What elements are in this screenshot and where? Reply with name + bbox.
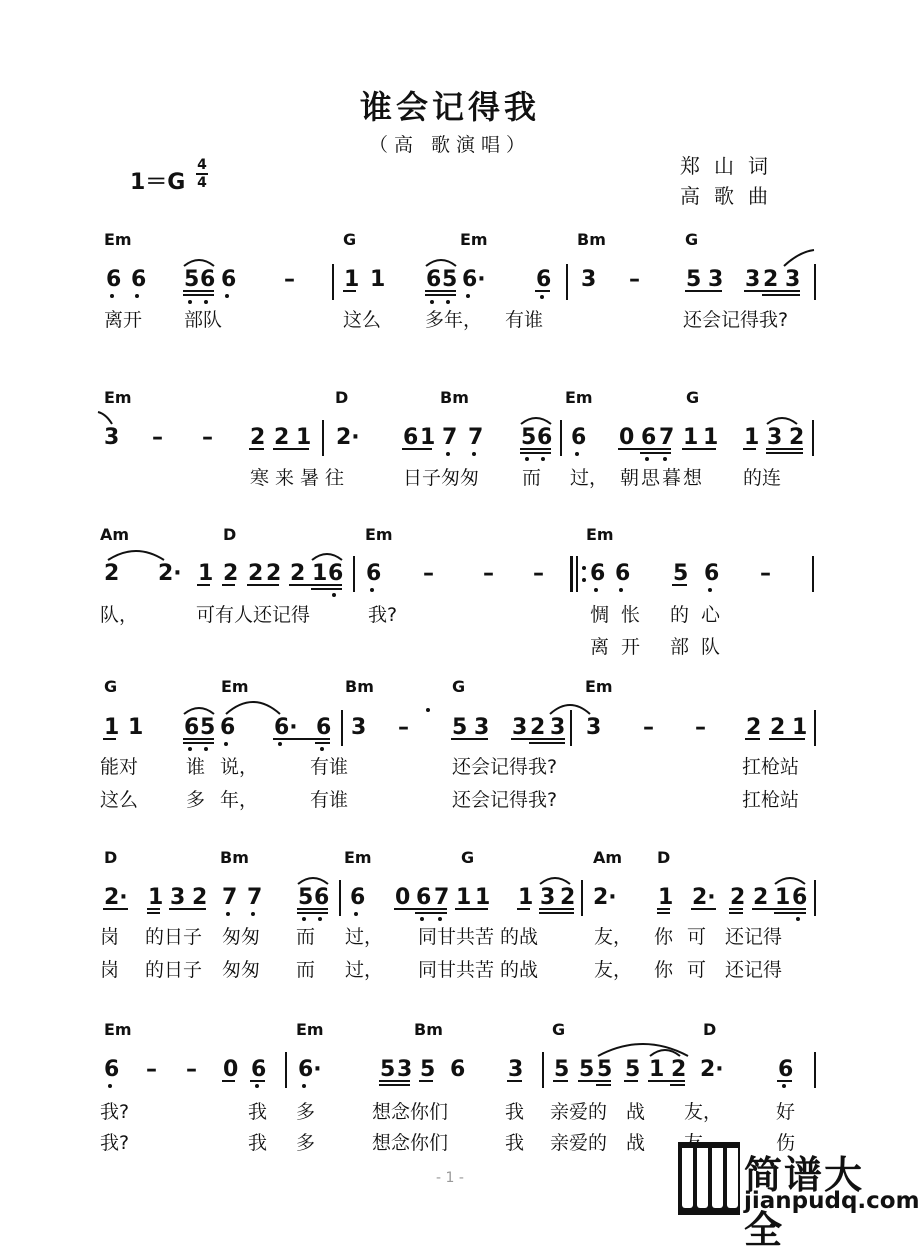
svg-text:3: 3	[104, 425, 120, 450]
svg-text:1: 1	[475, 885, 491, 910]
lyric: 朝思暮想	[620, 467, 705, 489]
svg-text:1: 1	[104, 715, 120, 740]
svg-text:1: 1	[370, 267, 386, 292]
lyric-verse-2: 友，	[594, 959, 633, 981]
lyric-verse-2: 同甘共苦	[418, 959, 495, 981]
lyric: 说，	[220, 756, 259, 778]
svg-text:6·: 6·	[462, 267, 486, 292]
chord: Bm	[220, 848, 249, 867]
chord: G	[461, 848, 475, 867]
lyric: 同甘共苦	[418, 926, 495, 948]
svg-text:6: 6	[104, 1057, 120, 1082]
svg-text:1: 1	[744, 425, 760, 450]
svg-text:5: 5	[521, 425, 537, 450]
svg-text:2: 2	[730, 885, 746, 910]
svg-text:5: 5	[380, 1057, 396, 1082]
lyric-verse-2: 我	[248, 1132, 268, 1154]
svg-text:5: 5	[673, 561, 689, 586]
svg-text:2: 2	[763, 267, 779, 292]
svg-text:–: –	[423, 561, 434, 586]
lyric: 过，	[345, 926, 384, 948]
time-signature	[196, 158, 208, 190]
lyric-verse-2: 年，	[220, 789, 259, 811]
lyric-verse-2: 我?	[100, 1132, 130, 1154]
svg-text:6: 6	[792, 885, 808, 910]
svg-text:1: 1	[344, 267, 360, 292]
song-subtitle: （高 歌演唱）	[368, 134, 532, 156]
jianpu-staff-svg	[98, 1052, 828, 1102]
svg-text:3: 3	[581, 267, 597, 292]
svg-text:–: –	[186, 1057, 197, 1082]
svg-text:1: 1	[792, 715, 808, 740]
svg-text:1: 1	[128, 715, 144, 740]
chord: Em	[365, 525, 393, 544]
svg-text:6: 6	[590, 561, 606, 586]
svg-text:6: 6	[778, 1057, 794, 1082]
svg-text:6: 6	[366, 561, 382, 586]
svg-text:1: 1	[649, 1057, 665, 1082]
svg-text:1: 1	[775, 885, 791, 910]
svg-text:6: 6	[450, 1057, 466, 1082]
lyric: 战	[626, 1101, 646, 1123]
svg-text:1: 1	[148, 885, 164, 910]
lyric-verse-2: 扛枪站	[742, 789, 800, 811]
svg-text:6: 6	[316, 715, 332, 740]
svg-text:1: 1	[296, 425, 312, 450]
lyric-verse-2: 过，	[345, 959, 384, 981]
chord: D	[104, 848, 118, 867]
lyric: 的战	[500, 926, 539, 948]
chord: Em	[585, 677, 613, 696]
site-watermark	[678, 1142, 920, 1252]
lyric: 想念你们	[372, 1101, 449, 1123]
lyric: 多	[296, 1101, 316, 1123]
svg-text:0: 0	[223, 1057, 239, 1082]
svg-text:6·: 6·	[274, 715, 298, 740]
svg-text:–: –	[695, 715, 706, 740]
lyric: 可有人还记得	[196, 604, 311, 626]
chord: D	[703, 1020, 717, 1039]
lyric: 过，	[570, 467, 609, 489]
jianpu-staff-svg	[98, 556, 828, 606]
svg-text:6: 6	[184, 715, 200, 740]
svg-text:1: 1	[198, 561, 214, 586]
svg-text:–: –	[202, 425, 213, 450]
lyric-verse-2: 的战	[500, 959, 539, 981]
svg-text:7: 7	[434, 885, 450, 910]
lyric: 部队	[184, 309, 223, 331]
svg-text:3: 3	[767, 425, 783, 450]
svg-text:–: –	[760, 561, 771, 586]
lyric: 我	[505, 1101, 525, 1123]
lyric-verse-2: 匆匆	[222, 959, 261, 981]
svg-text:2·: 2·	[158, 561, 182, 586]
lyric: 有谁	[505, 309, 544, 331]
svg-text:0: 0	[395, 885, 411, 910]
svg-text:2: 2	[274, 425, 290, 450]
svg-text:3: 3	[351, 715, 367, 740]
svg-text:6: 6	[537, 425, 553, 450]
lyric: 的日子	[145, 926, 203, 948]
lyric: 亲爱的	[550, 1101, 608, 1123]
svg-text:5: 5	[200, 715, 216, 740]
lyric-verse-2: 离开	[590, 636, 653, 658]
svg-text:6: 6	[416, 885, 432, 910]
svg-text:6: 6	[641, 425, 657, 450]
lyric: 惆怅	[590, 604, 653, 626]
svg-text:6: 6	[251, 1057, 267, 1082]
chord: Bm	[440, 388, 469, 407]
svg-text:3: 3	[745, 267, 761, 292]
svg-text:5: 5	[442, 267, 458, 292]
composer-credit: 高歌曲	[680, 184, 782, 208]
chord: Bm	[414, 1020, 443, 1039]
chord: Am	[593, 848, 623, 867]
lyric: 还会记得我?	[683, 309, 789, 331]
lyric: 这么	[343, 309, 382, 331]
lyric: 还记得	[725, 926, 783, 948]
svg-text:1: 1	[703, 425, 719, 450]
chord: Em	[221, 677, 249, 696]
svg-text:5: 5	[597, 1057, 613, 1082]
svg-text:6·: 6·	[298, 1057, 322, 1082]
chord: Em	[565, 388, 593, 407]
chord: D	[657, 848, 671, 867]
svg-text:0: 0	[619, 425, 635, 450]
svg-text:2·: 2·	[336, 425, 360, 450]
svg-text:3: 3	[540, 885, 556, 910]
lyric: 你可	[654, 926, 721, 948]
chord: Em	[104, 388, 132, 407]
svg-text:–: –	[533, 561, 544, 586]
chord: G	[343, 230, 357, 249]
key-signature: 1＝G	[130, 170, 186, 195]
lyric: 多年，	[425, 309, 483, 331]
lyric-verse-2: 还记得	[725, 959, 783, 981]
svg-text:2·: 2·	[700, 1057, 724, 1082]
svg-text:6: 6	[615, 561, 631, 586]
svg-text:3: 3	[474, 715, 490, 740]
svg-text:6: 6	[403, 425, 419, 450]
svg-text:2: 2	[560, 885, 576, 910]
chord: D	[335, 388, 349, 407]
lyric: 能对	[100, 756, 139, 778]
svg-text:6: 6	[314, 885, 330, 910]
svg-text:5: 5	[420, 1057, 436, 1082]
lyric: 而	[522, 467, 542, 489]
svg-text:3: 3	[586, 715, 602, 740]
lyric-verse-2: 我	[505, 1132, 525, 1154]
svg-text:2·: 2·	[104, 885, 128, 910]
svg-text:6: 6	[106, 267, 122, 292]
lyric-verse-2: 你可	[654, 959, 721, 981]
svg-text:1: 1	[456, 885, 472, 910]
svg-text:–: –	[643, 715, 654, 740]
svg-text:–: –	[146, 1057, 157, 1082]
svg-text:–: –	[398, 715, 409, 740]
svg-text:3: 3	[170, 885, 186, 910]
svg-text:3: 3	[708, 267, 724, 292]
svg-text:–: –	[629, 267, 640, 292]
svg-text:2: 2	[266, 561, 282, 586]
lyric: 匆匆	[222, 926, 261, 948]
lyric: 的心	[670, 604, 733, 626]
lyric: 友，	[684, 1101, 723, 1123]
chord: Em	[104, 1020, 132, 1039]
svg-text:7: 7	[468, 425, 484, 450]
chord: Bm	[345, 677, 374, 696]
svg-text:5: 5	[184, 267, 200, 292]
lyric: 寒来暑往	[250, 467, 351, 489]
lyric: 有谁	[310, 756, 349, 778]
piano-keys-icon	[678, 1142, 740, 1215]
svg-text:2: 2	[248, 561, 264, 586]
svg-text:6: 6	[200, 267, 216, 292]
svg-text:2: 2	[290, 561, 306, 586]
svg-text:6: 6	[131, 267, 147, 292]
lyric-verse-2: 岗	[100, 959, 120, 981]
svg-text:1: 1	[518, 885, 534, 910]
svg-text:7: 7	[442, 425, 458, 450]
lyric-verse-2: 的日子	[145, 959, 203, 981]
watermark-url: jianpudq.com	[744, 1188, 920, 1214]
chord: G	[104, 677, 118, 696]
svg-text:7: 7	[659, 425, 675, 450]
time-signature-top: 4	[197, 157, 207, 173]
svg-text:5: 5	[554, 1057, 570, 1082]
svg-text:2: 2	[192, 885, 208, 910]
svg-text:5: 5	[298, 885, 314, 910]
svg-text:–: –	[284, 267, 295, 292]
chord: G	[686, 388, 700, 407]
chord: G	[552, 1020, 566, 1039]
lyric: 还会记得我?	[452, 756, 558, 778]
lyric-verse-2: 这么	[100, 789, 139, 811]
svg-text:6: 6	[328, 561, 344, 586]
lyric-verse-2: 想念你们	[372, 1132, 449, 1154]
chord: Em	[296, 1020, 324, 1039]
lyricist-credit: 郑山词	[680, 154, 782, 178]
lyric-verse-2: 而	[296, 959, 316, 981]
lyric: 谁	[186, 756, 206, 778]
svg-text:2: 2	[746, 715, 762, 740]
lyric: 我?	[368, 604, 398, 626]
svg-text:3: 3	[508, 1057, 524, 1082]
lyric: 队，	[100, 604, 139, 626]
svg-text:6: 6	[220, 715, 236, 740]
chord: G	[452, 677, 466, 696]
svg-text:6: 6	[536, 267, 552, 292]
svg-text:–: –	[152, 425, 163, 450]
song-title: 谁会记得我	[359, 88, 540, 126]
lyric-verse-2: 多	[186, 789, 206, 811]
svg-text:5: 5	[686, 267, 702, 292]
svg-text:6: 6	[704, 561, 720, 586]
svg-text:2: 2	[250, 425, 266, 450]
lyric-verse-2: 伤	[776, 1132, 796, 1154]
lyric-verse-2: 有谁	[310, 789, 349, 811]
svg-text:1: 1	[683, 425, 699, 450]
svg-text:6: 6	[350, 885, 366, 910]
lyric: 友，	[594, 926, 633, 948]
svg-text:3: 3	[785, 267, 801, 292]
chord: Em	[586, 525, 614, 544]
lyric-verse-2: 战	[626, 1132, 646, 1154]
lyric-verse-2: 还会记得我?	[452, 789, 558, 811]
lyric: 岗	[100, 926, 120, 948]
svg-text:2·: 2·	[692, 885, 716, 910]
page-number: - 1 -	[436, 1170, 464, 1186]
chord: Bm	[577, 230, 606, 249]
chord: Am	[100, 525, 130, 544]
svg-text:2: 2	[789, 425, 805, 450]
svg-text:1: 1	[312, 561, 328, 586]
lyric: 的连	[743, 467, 782, 489]
svg-text:5: 5	[579, 1057, 595, 1082]
watermark-name: 简谱大全	[744, 1153, 865, 1252]
svg-text:7: 7	[222, 885, 238, 910]
chord: Em	[460, 230, 488, 249]
svg-text:2: 2	[671, 1057, 687, 1082]
chord: D	[223, 525, 237, 544]
svg-text:1: 1	[658, 885, 674, 910]
lyric-verse-2: 多	[296, 1132, 316, 1154]
lyric: 我	[248, 1101, 268, 1123]
svg-text:6: 6	[221, 267, 237, 292]
svg-text:5: 5	[625, 1057, 641, 1082]
lyric: 离开	[104, 309, 143, 331]
svg-text:7: 7	[247, 885, 263, 910]
lyric: 我?	[100, 1101, 130, 1123]
lyric: 日子匆匆	[403, 467, 480, 489]
svg-text:2: 2	[223, 561, 239, 586]
svg-text:2: 2	[770, 715, 786, 740]
chord: G	[685, 230, 699, 249]
lyric-verse-2: 亲爱的	[550, 1132, 608, 1154]
chord: Em	[104, 230, 132, 249]
chord: Em	[344, 848, 372, 867]
lyric: 扛枪站	[742, 756, 800, 778]
lyric: 而	[296, 926, 316, 948]
svg-text:3: 3	[397, 1057, 413, 1082]
svg-text:–: –	[483, 561, 494, 586]
lyric-verse-2: 部队	[670, 636, 733, 658]
svg-text:2·: 2·	[593, 885, 617, 910]
svg-text:5: 5	[452, 715, 468, 740]
svg-text:3: 3	[512, 715, 528, 740]
svg-text:6: 6	[571, 425, 587, 450]
svg-text:6: 6	[426, 267, 442, 292]
svg-text:2: 2	[104, 561, 120, 586]
svg-text:1: 1	[420, 425, 436, 450]
svg-text:2: 2	[753, 885, 769, 910]
time-signature-bottom: 4	[197, 175, 207, 191]
svg-text:2: 2	[530, 715, 546, 740]
svg-text:3: 3	[550, 715, 566, 740]
lyric: 好	[776, 1101, 796, 1123]
